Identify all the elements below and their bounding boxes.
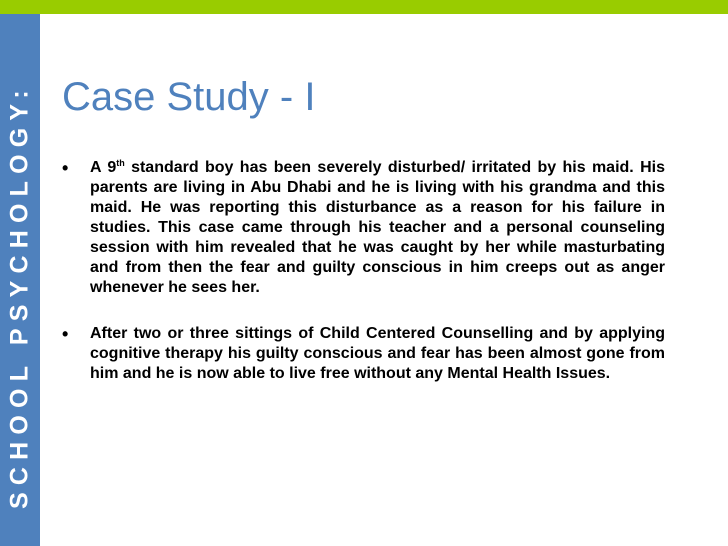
bullet-item-outcome	[62, 324, 665, 384]
top-accent-bar	[0, 0, 728, 14]
bullet-text-prefix: A 9	[90, 159, 117, 176]
bullet-text-body: After two or three sittings of Child Centered Counselling and by applying cognitive therapy his guilty conscious and fear has been almost gone from him and he is now able to live free without any Mental Health Issues.	[90, 325, 665, 382]
bullet-text-body: standard boy has been severely disturbed/ irritated by his maid. His parents are living in Abu Dhabi and he is living with his grandma and this maid. He was reporting this disturbance as a reason for his failure in studies. This case came through his teacher and a personal counseling session with him revealed that he was caught by her while masturbating and from then the fear and guilty conscious in him creeps out as anger whenever he sees her.	[90, 159, 665, 296]
bullet-icon: •	[62, 324, 69, 344]
ordinal-suffix: th	[116, 158, 125, 168]
side-banner	[0, 14, 40, 546]
slide-title: Case Study - I	[62, 75, 316, 119]
bullet-icon: •	[62, 158, 69, 178]
bullet-item-case-description	[62, 158, 665, 298]
bullet-list	[62, 158, 665, 384]
side-banner-label: SCHOOL PSYCHOLOGY:	[5, 83, 34, 509]
